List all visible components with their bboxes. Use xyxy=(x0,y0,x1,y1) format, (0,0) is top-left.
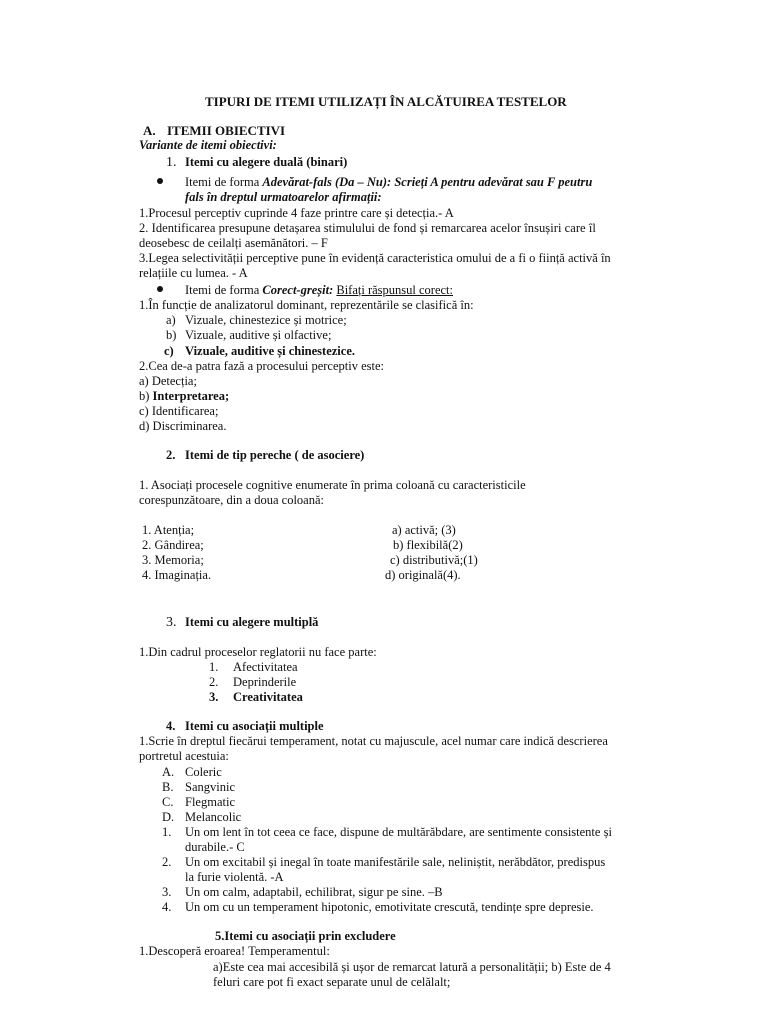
s1-item: 3.Legea selectivității perceptive pune în evidență caracteristica omului de a fi o ființă activă în xyxy=(139,251,611,265)
s4-desc: Un om lent în tot ceea ce face, dispune de multărăbdare, are sentimente consistente și xyxy=(185,825,612,839)
s4-desc: Un om excitabil și inegal în toate manifestările sale, neliniștit, nerăbdător, predispus xyxy=(185,855,606,869)
s2-intro: 1. Asociați procesele cognitive enumerate în prima coloană cu caracteristicile xyxy=(139,478,526,492)
s2-left-item: 2. Gândirea; xyxy=(142,538,204,552)
s1-q1-option-letter: a) xyxy=(166,313,176,327)
s4-heading: Itemi cu asociații multiple xyxy=(185,719,324,733)
s1-q2: 2.Cea de-a patra fază a procesului perceptiv este: xyxy=(139,359,385,373)
s1-bullet2-prefix: Itemi de forma xyxy=(185,283,263,297)
s2-intro: corespunzătoare, din a doua coloană: xyxy=(139,493,324,507)
bullet-icon xyxy=(157,178,163,184)
s1-item: relațiile cu lumea. - A xyxy=(139,266,248,280)
s2-right-item: a) activă; (3) xyxy=(392,523,456,537)
s5-intro: 1.Descoperă eroarea! Temperamentul: xyxy=(139,944,330,958)
s3-option-number: 1. xyxy=(209,660,219,674)
s1-bullet1-prefix: Itemi de forma xyxy=(185,175,263,189)
s4-temperament: Flegmatic xyxy=(185,795,235,809)
s1-q2-option-letter: b) xyxy=(139,389,153,403)
s4-temperament: Sangvinic xyxy=(185,780,235,794)
s1-q1-option-text: Vizuale, auditive și olfactive; xyxy=(185,328,332,342)
s4-temperament-letter: B. xyxy=(162,780,174,794)
section-a-heading: ITEMII OBIECTIVI xyxy=(167,123,286,138)
s4-desc-number: 2. xyxy=(162,855,172,869)
s1-q2-option: a) Detecția; xyxy=(139,374,197,388)
s4-desc-number: 3. xyxy=(162,885,172,899)
s3-option-text: Afectivitatea xyxy=(233,660,298,674)
s1-q1-option-letter: c) xyxy=(164,344,174,358)
s2-left-item: 3. Memoria; xyxy=(142,553,204,567)
variants-label: Variante de itemi obiectivi: xyxy=(139,138,277,152)
s3-question: 1.Din cadrul proceselor reglatorii nu face parte: xyxy=(139,645,377,659)
s4-desc-number: 1. xyxy=(162,825,172,839)
s4-temperament-letter: A. xyxy=(162,765,175,779)
s3-option-number: 3. xyxy=(209,690,219,704)
s1-bullet2-emphasis: Corect-greșit: xyxy=(262,283,334,297)
s4-intro: portretul acestuia: xyxy=(139,749,229,763)
s1-bullet1-line1 xyxy=(185,175,592,190)
s1-q1-option-text: Vizuale, chinestezice și motrice; xyxy=(185,313,347,327)
s2-right-item: c) distributivă;(1) xyxy=(390,553,478,567)
s4-temperament-letter: D. xyxy=(162,810,175,824)
section-a-letter: A. xyxy=(143,123,156,138)
s3-number: 3. xyxy=(166,615,177,630)
s2-left-item: 1. Atenția; xyxy=(142,523,195,537)
document-title: TIPURI DE ITEMI UTILIZAȚI ÎN ALCĂTUIREA TESTELOR xyxy=(205,94,567,109)
s1-q2-option: c) Identificarea; xyxy=(139,404,219,418)
s5-line: feluri care pot fi exact separate unul de celălalt; xyxy=(213,975,451,989)
s4-temperament: Melancolic xyxy=(185,810,242,824)
s1-bullet2 xyxy=(185,283,453,298)
s3-heading: Itemi cu alegere multiplă xyxy=(185,615,319,629)
s1-q2-option-b xyxy=(139,389,229,404)
s1-bullet2-instruction: Bifați răspunsul corect: xyxy=(336,283,453,297)
s3-option-number: 2. xyxy=(209,675,219,689)
bullet-icon xyxy=(157,286,163,292)
s4-number: 4. xyxy=(166,719,176,733)
s1-heading: Itemi cu alegere duală (binari) xyxy=(185,155,348,169)
s2-left-item: 4. Imaginația. xyxy=(142,568,212,582)
s4-desc: la furie violentă. -A xyxy=(185,870,284,884)
s4-desc: Un om calm, adaptabil, echilibrat, sigur pe sine. –B xyxy=(185,885,443,899)
s1-number: 1. xyxy=(166,155,177,170)
s1-item: 1.Procesul perceptiv cuprinde 4 faze printre care și detecția.- A xyxy=(139,206,454,220)
s2-right-item: d) originală(4). xyxy=(385,568,461,582)
s1-q2-option-correct: Interpretarea; xyxy=(152,389,230,403)
s1-q1-option-letter: b) xyxy=(166,328,177,342)
s2-number: 2. xyxy=(166,448,176,462)
s2-right-item: b) flexibilă(2) xyxy=(393,538,463,552)
s3-option-correct: Creativitatea xyxy=(233,690,303,704)
s2-heading: Itemi de tip pereche ( de asociere) xyxy=(185,448,365,462)
s4-intro: 1.Scrie în dreptul fiecărui temperament, notat cu majuscule, acel numar care indică descrierea xyxy=(139,734,608,748)
s3-option-text: Deprinderile xyxy=(233,675,297,689)
s5-heading: 5.Itemi cu asociații prin excludere xyxy=(215,929,396,943)
s1-item: deosebesc de ceilalți asemănători. – F xyxy=(139,236,328,250)
s1-q1: 1.În funcție de analizatorul dominant, reprezentările se clasifică în: xyxy=(139,298,474,312)
s4-desc: durabile.- C xyxy=(185,840,245,854)
s4-desc: Un om cu un temperament hipotonic, emotivitate crescută, tendințe spre depresie. xyxy=(185,900,594,914)
s1-bullet1-emphasis: Adevărat-fals (Da – Nu): Scrieți A pentru adevărat sau F peutru xyxy=(262,175,593,189)
s1-q2-option: d) Discriminarea. xyxy=(139,419,227,433)
s5-line: a)Este cea mai accesibilă și ușor de remarcat latură a personalității; b) Este de 4 xyxy=(213,960,611,974)
s4-temperament: Coleric xyxy=(185,765,222,779)
s1-item: 2. Identificarea presupune detașarea stimulului de fond și remarcarea acelor însușiri care îl xyxy=(139,221,596,235)
s4-desc-number: 4. xyxy=(162,900,172,914)
s1-q1-option-correct: Vizuale, auditive și chinestezice. xyxy=(185,344,355,358)
s1-bullet1-line2: fals în dreptul urmatoarelor afirmații: xyxy=(185,190,382,204)
s4-temperament-letter: C. xyxy=(162,795,174,809)
